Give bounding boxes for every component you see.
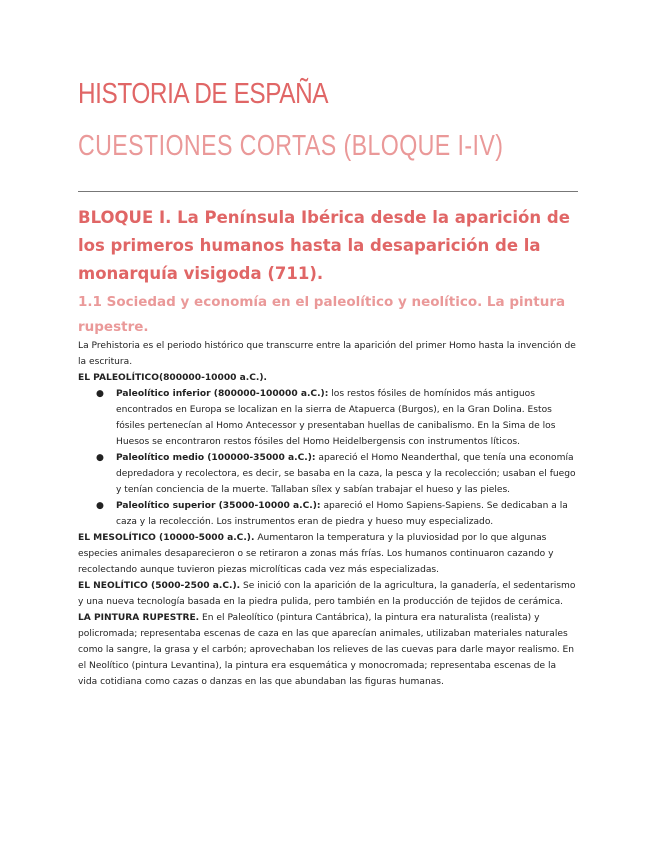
horizontal-rule (78, 191, 578, 192)
body-text (78, 338, 578, 690)
list-item-paleolitico-inferior (96, 386, 578, 450)
section-heading: 1.1 Sociedad y economía en el paleolítico y neolítico. La pintura rupestre. (78, 294, 566, 335)
mesolitico-paragraph: EL MESOLÍTICO (10000-5000 a.C.). Aumentaron la temperatura y la pluviosidad por lo que algunas especies animales desaparecieron o se retiraron a zonas más frías. Los humanos continuaron cazando y recolectando aunque tuvieron piezas microlíticas cada vez más especializadas. (78, 533, 554, 575)
item-text: los restos fósiles de homínidos más antiguos encontrados en Europa se localizan en la sierra de Atapuerca (Burgos), en la Gran Dolina. Estos fósiles pertenecían al Homo Antecessor y presentaban huellas de canibalismo. En la Sima de los Huesos se encontraron restos fósiles del Homo Heidelbergensis con instrumentos líticos. (116, 389, 556, 447)
neolitico-paragraph: EL NEOLÍTICO (5000-2500 a.C.). Se inició con la aparición de la agricultura, la ganadería, el sedentarismo y una nueva tecnología basada en la piedra pulida, pero también en la producción de tejidos de cerámica. (78, 581, 576, 607)
bullet-icon: ● (96, 501, 104, 511)
paleolitico-list (78, 386, 578, 530)
paleolitico-heading: EL PALEOLÍTICO(800000-10000 a.C.). (78, 373, 267, 383)
bullet-icon: ● (96, 453, 104, 463)
list-item-paleolitico-medio (96, 450, 578, 498)
item-label: Paleolítico superior (35000-10000 a.C.): (116, 501, 321, 511)
item-label: Paleolítico inferior (800000-100000 a.C.): (116, 389, 329, 399)
document-subtitle: CUESTIONES CORTAS (BLOQUE I-IV) (78, 130, 504, 162)
item-text: apareció el Homo Neanderthal, que tenía una economía depredadora y recolectora, es decir, se basaba en la caza, la pesca y la recolección; usaban el fuego y tenían conciencia de la muerte. Tallaban sílex y sabían trabajar el hueso y las pieles. (116, 453, 576, 495)
item-label: Paleolítico medio (100000-35000 a.C.): (116, 453, 316, 463)
block-heading: BLOQUE I. La Península Ibérica desde la aparición de los primeros humanos hasta la desaparición de la monarquía visigoda (711). (78, 208, 570, 283)
pintura-paragraph: LA PINTURA RUPESTRE. En el Paleolítico (pintura Cantábrica), la pintura era naturalista (realista) y policromada; representaba escenas de caza en las que aparecían animales, utilizaban materiales naturales como la sangre, la grasa y el carbón; aprovechaban los relieves de las cuevas para darle mayor realismo. En el Neolítico (pintura Levantina), la pintura era esquemática y monocromada; representaba escenas de la vida cotidiana como cazas o danzas en las que abundaban las figuras humanas. (78, 613, 575, 687)
document-title: HISTORIA DE ESPAÑA (78, 78, 329, 110)
item-text: apareció el Homo Sapiens-Sapiens. Se dedicaban a la caza y la recolección. Los instrumentos eran de piedra y hueso muy especializado. (116, 501, 568, 527)
bullet-icon: ● (96, 389, 104, 399)
intro-paragraph: La Prehistoria es el periodo histórico que transcurre entre la aparición del primer Homo hasta la invención de la escritura. (78, 341, 576, 367)
list-item-paleolitico-superior (96, 498, 578, 530)
